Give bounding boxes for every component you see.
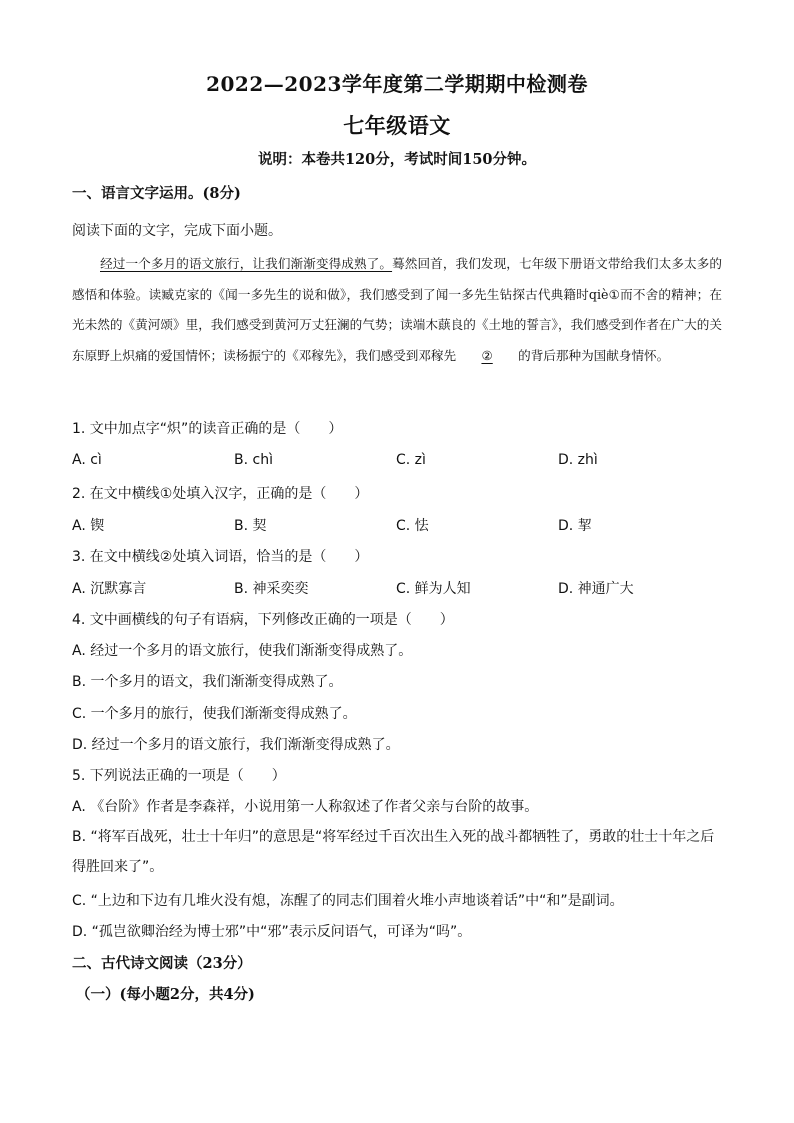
question-3-stem: 3. 在文中横线②处填入词语，恰当的是（ ） [72, 549, 369, 565]
underlined-sentence: 经过一个多月的语文旅行，让我们渐渐变得成熟了。 [100, 256, 393, 271]
option-c[interactable]: C. zì [396, 452, 426, 468]
section2-subheading: （一）(每小题2分，共4分) [76, 986, 255, 1003]
section1-instruction: 阅读下面的文字，完成下面小题。 [72, 223, 282, 239]
option-c[interactable]: C. 怯 [396, 518, 429, 534]
option-d[interactable]: D. 经过一个多月的语文旅行，我们渐渐变得成熟了。 [72, 737, 400, 753]
option-a[interactable]: A. 经过一个多月的语文旅行，使我们渐渐变得成熟了。 [72, 643, 413, 659]
option-b[interactable]: B. 契 [234, 518, 267, 534]
exam-title: 2022—2023学年度第二学期期中检测卷 [206, 72, 588, 96]
question-5-stem: 5. 下列说法正确的一项是（ ） [72, 768, 286, 784]
option-b[interactable]: B. chì [234, 452, 273, 468]
option-d[interactable]: D. “孤岂欲卿治经为博士邪”中“邪”表示反问语气，可译为“吗”。 [72, 924, 472, 940]
reading-passage [72, 249, 722, 371]
question-2-stem: 2. 在文中横线①处填入汉字，正确的是（ ） [72, 486, 369, 502]
option-b[interactable]: B. 神采奕奕 [234, 581, 309, 597]
option-c[interactable]: C. 一个多月的旅行，使我们渐渐变得成熟了。 [72, 706, 357, 722]
question-4-stem: 4. 文中画横线的句子有语病，下列修改正确的一项是（ ） [72, 612, 454, 628]
option-a[interactable]: A. 沉默寡言 [72, 581, 147, 597]
section1-heading: 一、语言文字运用。(8分) [72, 185, 241, 202]
option-d[interactable]: D. zhì [558, 452, 598, 468]
option-a[interactable]: A. 锲 [72, 518, 105, 534]
passage-text: 蓦然回首，我们发现，七年级下册语文带给我们太多太多的感悟和体验。读臧克家的《闻一多先生的说和做》，我们感受到了闻一多先生钻探古代典籍时qiè①而不舍的精神；在光未然的《黄河颂》里，我们感受到黄河万丈狂澜的气势；读端木蕻良的《土地的誓言》，我们感受到作者在广大的关东原野上炽痛的爱国情怀；读杨振宁的《邓稼先》，我们感受到邓稼先 [72, 256, 723, 363]
exam-subtitle: 七年级语文 [343, 113, 451, 138]
option-c[interactable]: C. “上边和下边有几堆火没有熄，冻醒了的同志们围着火堆小声地谈着话”中“和”是副词。 [72, 893, 624, 909]
blank-2: ② [481, 347, 493, 363]
option-d[interactable]: D. 神通广大 [558, 581, 634, 597]
option-c[interactable]: C. 鲜为人知 [396, 581, 471, 597]
question-1-stem: 1. 文中加点字“炽”的读音正确的是（ ） [72, 421, 343, 437]
option-a[interactable]: A. 《台阶》作者是李森祥，小说用第一人称叙述了作者父亲与台阶的故事。 [72, 799, 539, 815]
passage-text-end: 的背后那种为国献身情怀。 [518, 347, 670, 363]
section2-heading: 二、古代诗文阅读（23分） [72, 955, 252, 972]
option-b[interactable]: B. 一个多月的语文，我们渐渐变得成熟了。 [72, 674, 343, 690]
option-b[interactable]: B. “将军百战死，壮士十年归”的意思是“将军经过千百次出生入死的战斗都牺牲了，勇敢的壮士十年之后得胜回来了”。 [72, 829, 715, 875]
exam-note: 说明：本卷共120分，考试时间150分钟。 [257, 151, 537, 168]
option-a[interactable]: A. cì [72, 452, 102, 468]
option-d[interactable]: D. 挈 [558, 518, 592, 534]
